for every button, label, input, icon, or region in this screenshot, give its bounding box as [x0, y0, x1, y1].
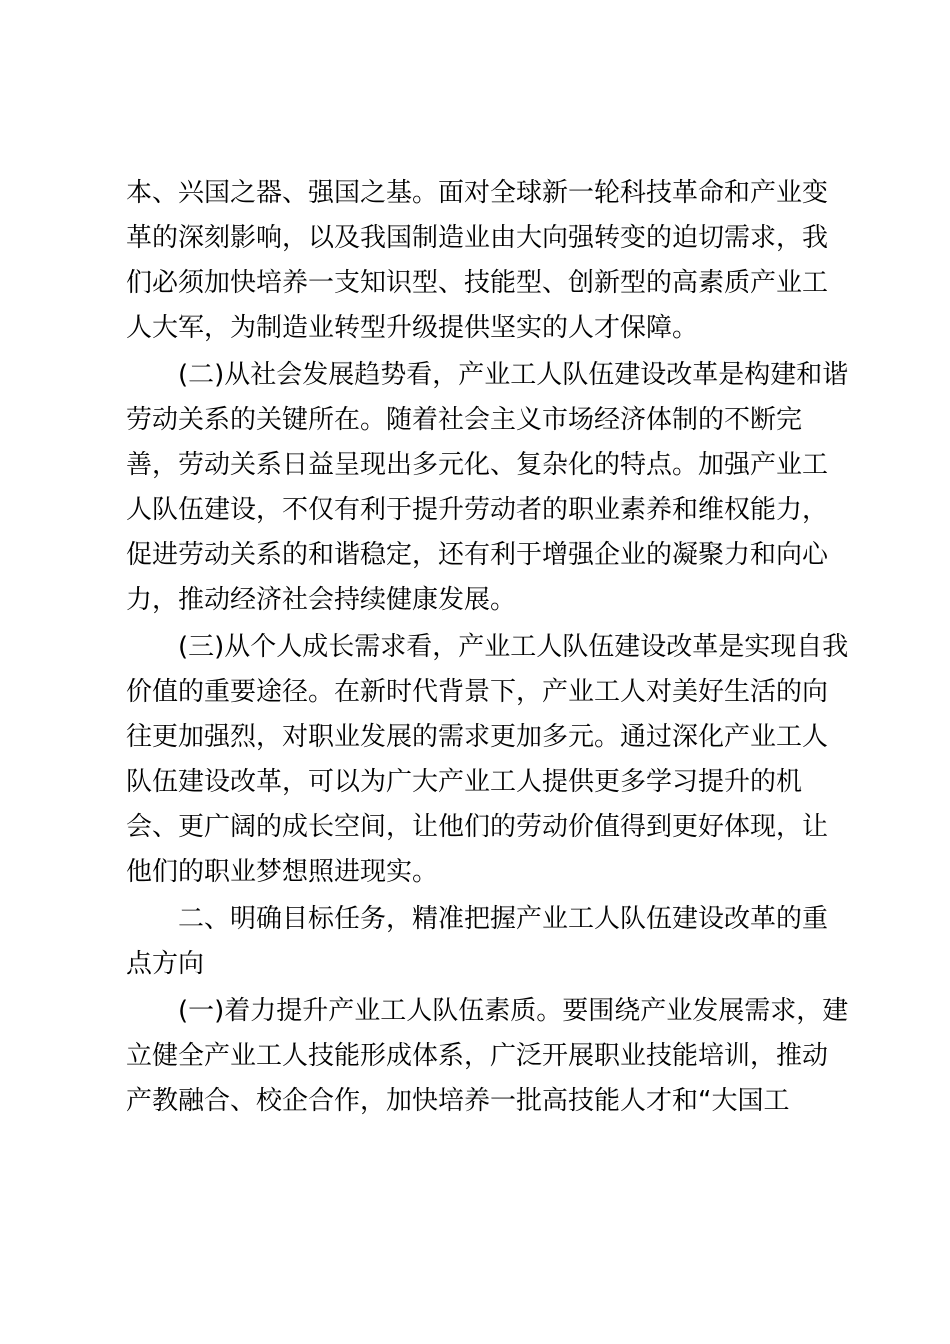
text-line: 往更加强烈，对职业发展的需求更加多元。通过深化产业工人 — [126, 722, 829, 752]
text-line: 善，劳动关系日益呈现出多元化、复杂化的特点。加强产业工 — [126, 450, 829, 480]
paragraph-3 — [126, 625, 849, 895]
text-line: 会、更广阔的成长空间，让他们的劳动价值得到更好体现，让 — [126, 812, 829, 842]
document-body — [126, 171, 849, 1124]
paragraph-4 — [126, 989, 849, 1124]
text-line: (一)着力提升产业工人队伍素质。要围绕产业发展需求，建 — [126, 996, 849, 1026]
heading-line: 点方向 — [126, 949, 205, 979]
text-line: 力，推动经济社会持续健康发展。 — [126, 585, 517, 615]
paragraph-1 — [126, 171, 829, 351]
text-line: 价值的重要途径。在新时代背景下，产业工人对美好生活的向 — [126, 677, 829, 707]
text-line: 劳动关系的关键所在。随着社会主义市场经济体制的不断完 — [126, 405, 803, 435]
heading-line: 二、明确目标任务，精准把握产业工人队伍建设改革的重 — [126, 904, 829, 934]
text-line: 产教融合、校企合作，加快培养一批高技能人才和“大国工 — [126, 1086, 790, 1116]
text-line: 革的深刻影响，以及我国制造业由大向强转变的迫切需求，我 — [126, 223, 829, 253]
text-line: 促进劳动关系的和谐稳定，还有利于增强企业的凝聚力和向心 — [126, 540, 829, 570]
text-line: 立健全产业工人技能形成体系，广泛开展职业技能培训，推动 — [126, 1041, 829, 1071]
text-line: 本、兴国之器、强国之基。面对全球新一轮科技革命和产业变 — [126, 178, 829, 208]
text-line: 人队伍建设，不仅有利于提升劳动者的职业素养和维权能力， — [126, 495, 829, 525]
text-line: (三)从个人成长需求看，产业工人队伍建设改革是实现自我 — [126, 632, 849, 662]
section-heading — [126, 897, 829, 987]
text-line: 们必须加快培养一支知识型、技能型、创新型的高素质产业工 — [126, 268, 829, 298]
text-line: 他们的职业梦想照进现实。 — [126, 857, 439, 887]
text-line: 队伍建设改革，可以为广大产业工人提供更多学习提升的机 — [126, 767, 803, 797]
paragraph-2 — [126, 353, 849, 623]
text-line: 人大军，为制造业转型升级提供坚实的人才保障。 — [126, 313, 699, 343]
text-line: (二)从社会发展趋势看，产业工人队伍建设改革是构建和谐 — [126, 360, 849, 390]
